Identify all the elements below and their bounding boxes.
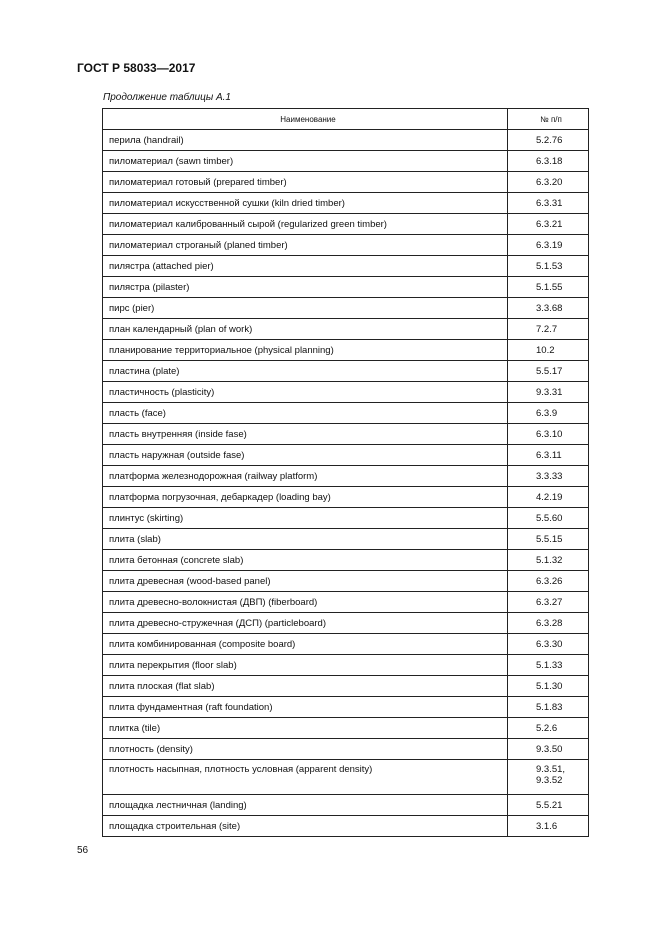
term-number-cell [508,508,589,529]
table-row [103,235,589,256]
term-number-cell [508,130,589,151]
term-number-cell [508,739,589,760]
term-name-cell: перила (handrail) [103,130,508,151]
term-name-cell: пласть (face) [103,403,508,424]
term-number-cell [508,235,589,256]
column-header-number: № п/п [508,109,589,130]
term-name-cell: пилястра (attached pier) [103,256,508,277]
table-row [103,655,589,676]
term-number-cell [508,529,589,550]
term-number: 6.3.21 [536,218,563,230]
term-name-cell: пиломатериал калиброванный сырой (regularized green timber) [103,214,508,235]
table-row [103,613,589,634]
term-number: 5.1.55 [536,281,563,293]
term-name-cell: плита плоская (flat slab) [103,676,508,697]
table-row [103,172,589,193]
term-number: 5.1.32 [536,554,563,566]
term-number: 5.1.83 [536,701,563,713]
term-number: 9.3.51, [536,764,566,775]
table-row [103,718,589,739]
term-name-cell: платформа погрузочная, дебаркадер (loading bay) [103,487,508,508]
term-number-cell [508,403,589,424]
term-number: 6.3.11 [536,449,562,461]
term-number-cell [508,319,589,340]
term-number-cell [508,550,589,571]
term-number-cell [508,214,589,235]
table-row [103,445,589,466]
term-number-cell [508,424,589,445]
table-row [103,550,589,571]
table-row [103,382,589,403]
term-number: 3.1.6 [536,820,558,832]
table-row [103,529,589,550]
terms-table [102,108,589,837]
term-name-cell: плита (slab) [103,529,508,550]
table-row [103,634,589,655]
term-name-cell: пласть внутренняя (inside fase) [103,424,508,445]
table-row [103,130,589,151]
table-row [103,319,589,340]
table-row [103,487,589,508]
term-number: 6.3.18 [536,155,563,167]
term-number-cell [508,718,589,739]
term-number-cell [508,760,589,795]
term-name-cell: плита древесно-стружечная (ДСП) (particleboard) [103,613,508,634]
term-number: 5.2.76 [536,134,563,146]
table-row [103,424,589,445]
term-name-cell: плита бетонная (concrete slab) [103,550,508,571]
term-number-cell [508,487,589,508]
term-number-cell [508,382,589,403]
term-name-cell: плита древесная (wood-based panel) [103,571,508,592]
term-number: 9.3.52 [536,775,563,786]
table-row [103,256,589,277]
term-name-cell: пластина (plate) [103,361,508,382]
table-row [103,676,589,697]
term-name-cell: площадка лестничная (landing) [103,795,508,816]
term-number: 6.3.10 [536,428,563,440]
term-number: 3.3.33 [536,470,563,482]
table-caption: Продолжение таблицы А.1 [103,92,231,103]
term-number: 10.2 [536,344,555,356]
term-number-cell [508,298,589,319]
term-number-cell [508,634,589,655]
table-body [103,130,589,837]
term-number-cell [508,655,589,676]
term-number: 6.3.26 [536,575,563,587]
term-number-cell [508,193,589,214]
term-number: 5.2.6 [536,722,558,734]
term-number-cell [508,592,589,613]
table-row [103,298,589,319]
term-name-cell: площадка строительная (site) [103,816,508,837]
column-header-name: Наименование [103,109,508,130]
term-number: 9.3.31 [536,386,563,398]
table-row [103,760,589,795]
term-name-cell: пластичность (plasticity) [103,382,508,403]
term-number: 5.1.33 [536,659,563,671]
term-number-cell [508,466,589,487]
table-row [103,151,589,172]
term-number: 6.3.30 [536,638,563,650]
term-number: 3.3.68 [536,302,563,314]
term-name-cell: плитка (tile) [103,718,508,739]
term-number-cell [508,172,589,193]
term-name-cell: плита перекрытия (floor slab) [103,655,508,676]
term-number: 5.1.30 [536,680,563,692]
term-name-cell: пиломатериал готовый (prepared timber) [103,172,508,193]
term-name-cell: платформа железнодорожная (railway platform) [103,466,508,487]
term-number: 5.5.21 [536,799,563,811]
table-row [103,277,589,298]
term-name-cell: пилястра (pilaster) [103,277,508,298]
term-number: 4.2.19 [536,491,563,503]
term-name-cell: пласть наружная (outside fase) [103,445,508,466]
term-number-cell [508,816,589,837]
table-row [103,816,589,837]
term-number-cell [508,795,589,816]
table-row [103,193,589,214]
table-row [103,361,589,382]
term-name-cell: пиломатериал строганый (planed timber) [103,235,508,256]
term-name-cell: плотность (density) [103,739,508,760]
term-number-cell [508,697,589,718]
term-number: 6.3.27 [536,596,563,608]
table-row [103,214,589,235]
term-number-cell [508,256,589,277]
term-number-cell [508,340,589,361]
term-name-cell: пирс (pier) [103,298,508,319]
term-number-cell [508,613,589,634]
term-number: 5.5.60 [536,512,563,524]
term-number-cell [508,571,589,592]
term-number-cell [508,151,589,172]
term-number-cell [508,277,589,298]
term-name-cell: плотность насыпная, плотность условная (apparent density) [103,760,508,795]
term-number: 6.3.9 [536,407,558,419]
term-number-cell [508,445,589,466]
term-name-cell: планирование территориальное (physical planning) [103,340,508,361]
term-number: 7.2.7 [536,323,558,335]
table-row [103,795,589,816]
term-number: 6.3.20 [536,176,563,188]
table-row [103,571,589,592]
term-number: 6.3.28 [536,617,563,629]
term-number: 5.1.53 [536,260,563,272]
table-row [103,592,589,613]
term-number-cell [508,676,589,697]
table-row [103,466,589,487]
term-name-cell: плинтус (skirting) [103,508,508,529]
table-row [103,508,589,529]
term-name-cell: плита древесно-волокнистая (ДВП) (fiberboard) [103,592,508,613]
table-row [103,697,589,718]
term-name-cell: пиломатериал искусственной сушки (kiln dried timber) [103,193,508,214]
term-name-cell: пиломатериал (sawn timber) [103,151,508,172]
term-number: 5.5.17 [536,365,563,377]
term-number-cell [508,361,589,382]
table-row [103,739,589,760]
page-number: 56 [77,845,89,856]
table-row [103,403,589,424]
term-name-cell: плита фундаментная (raft foundation) [103,697,508,718]
document-id: ГОСТ Р 58033—2017 [77,61,196,75]
term-number: 6.3.31 [536,197,563,209]
term-number: 5.5.15 [536,533,563,545]
term-number: 6.3.19 [536,239,563,251]
table-row [103,340,589,361]
term-name-cell: плита комбинированная (composite board) [103,634,508,655]
term-number: 9.3.50 [536,743,563,755]
term-name-cell: план календарный (plan of work) [103,319,508,340]
table-header-row [103,109,589,130]
